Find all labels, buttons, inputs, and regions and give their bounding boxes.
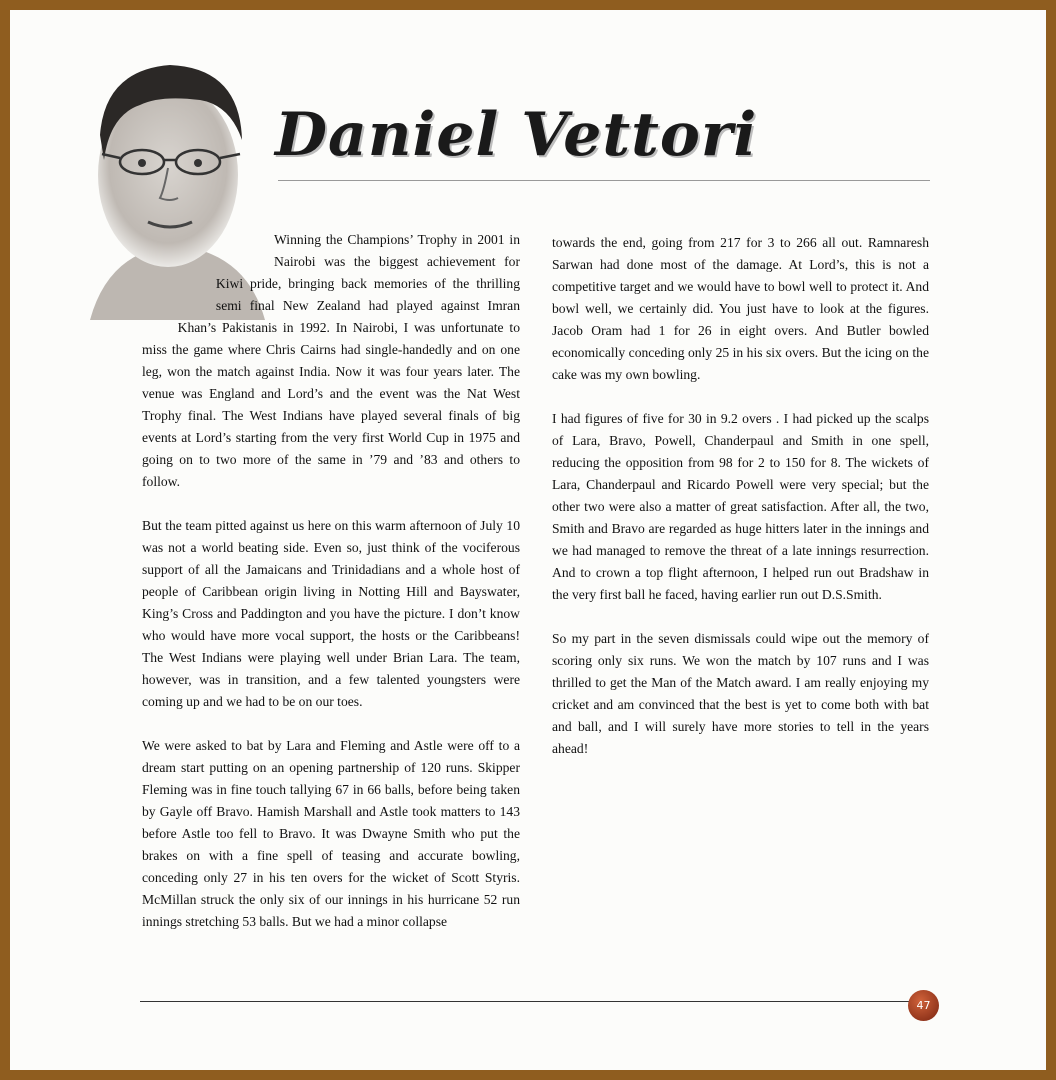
paragraph: We were asked to bat by Lara and Fleming and Astle were off to a dream start putting on an opening partnership of 120 runs. Skipper Fleming was in fine touch tallying 67 in 66 balls, before being taken by Gayle off Bravo. Hamish Marshall and Astle took matters to 143 before Astle too fell to Bravo. It was Dwayne Smith who put the brakes on with a fine spell of teasing and accurate bowling, conceding only 27 in his ten overs for the wicket of Scott Styris. McMillan struck the only six of our innings in his hurricane 52 run innings stretching 53 balls. But we had a minor collapse — [142, 738, 520, 929]
page-number-badge: 47 — [908, 990, 939, 1021]
title-underline — [278, 180, 930, 181]
paragraph: Winning the Champions’ Trophy in 2001 in Nairobi was the biggest achievement for Kiwi pride, bringing back memories of the thrilling semi final New Zealand had played against Imran Khan’s Pakistanis in 1992. In Nairobi, I was unfortunate to miss the game where Chris Cairns had single-handedly and on one leg, won the match against India. Now it was four years later. The venue was England and Lord’s and the event was the Nat West Trophy final. The West Indians have played several finals of big events at Lord’s starting from the very first World Cup in 1975 and going on to two more of the same in ’79 and ’83 and others to follow. — [142, 232, 520, 489]
paragraph: But the team pitted against us here on this warm afternoon of July 10 was not a world beating side. Even so, just think of the vociferous support of all the Jamaicans and Trinidadians and a whole host of people of Caribbean origin living in Notting Hill and Bayswater, King’s Cross and Paddington and you have the picture. I don’t know who would have more vocal support, the hosts or the Caribbeans! The West Indians were playing well under Brian Lara. The team, however, was in transition, and a few talented youngsters were coming up and we had to be on our toes. — [142, 518, 520, 709]
footer-rule — [140, 1001, 910, 1002]
paragraph: So my part in the seven dismissals could wipe out the memory of scoring only six runs. We won the match by 107 runs and I was thrilled to get the Man of the Match award. I am really enjoying my cricket and am convinced that the best is yet to come both with bat and ball, and I will surely have more stories to tell in the years ahead! — [552, 631, 929, 756]
paragraph: I had figures of five for 30 in 9.2 overs . I had picked up the scalps of Lara, Bravo, Powell, Chanderpaul and Smith in one spell, reducing the opposition from 98 for 2 to 150 for 8. The wickets of Lara, Chanderpaul and Ricardo Powell were very special; but the other two were also a matter of great satisfaction. After all, the two, Smith and Bravo are regarded as huge hitters later in the innings and we had managed to remove the threat of a late innings resurrection. And to crown a top flight afternoon, I helped run out Bradshaw in the very first ball he faced, having earlier run out D.S.Smith. — [552, 411, 929, 602]
right-column — [552, 232, 929, 760]
paragraph: towards the end, going from 217 for 3 to 266 all out. Ramnaresh Sarwan had done most of the damage. At Lord’s, this is not a competitive target and we would have to bowl well to protect it. And bowl well, we certainly did. You just have to look at the figures. Jacob Oram had 1 for 26 in eight overs. And Butler bowled economically conceding only 25 in his six overs. But the icing on the cake was my own bowling. — [552, 235, 929, 382]
left-column — [142, 229, 520, 933]
page-title: Daniel Vettori — [275, 100, 758, 170]
